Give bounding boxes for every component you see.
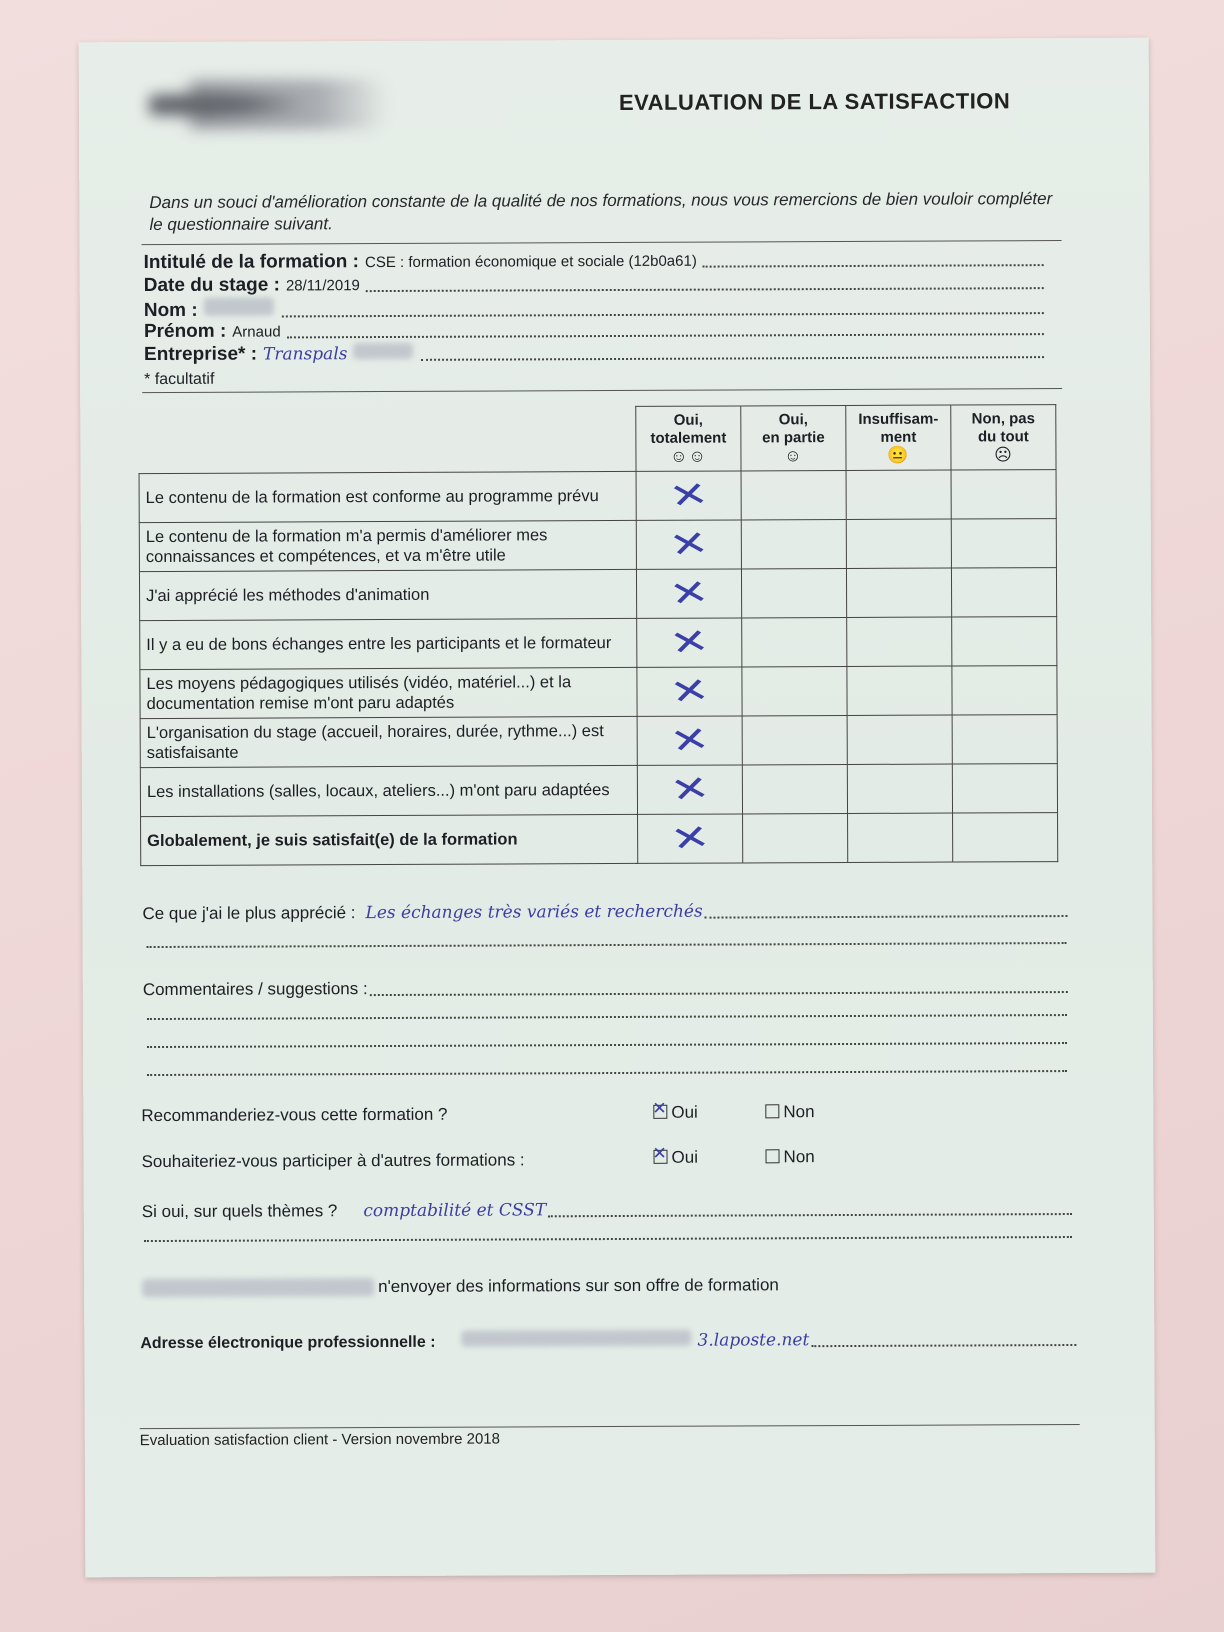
col-header-line2: ment (880, 428, 917, 446)
company-name-redacted (142, 1278, 374, 1297)
answer-cell[interactable] (741, 568, 846, 617)
recommend-yes-checkbox[interactable] (653, 1105, 667, 1119)
col-header-line1: Insuffisam- (858, 410, 939, 428)
table-row (139, 470, 1056, 523)
table-row (140, 715, 1057, 768)
consent-text: n'envoyer des informations sur son offre de formation (378, 1275, 779, 1297)
table-row (140, 666, 1057, 719)
col-header-line2: du tout (977, 428, 1029, 446)
answer-cell[interactable] (952, 617, 1057, 666)
answer-cell[interactable] (847, 715, 952, 764)
recommend-no-checkbox[interactable] (765, 1104, 779, 1118)
nom-label: Nom : (143, 299, 198, 322)
appreciated-label: Ce que j'ai le plus apprécié : (142, 903, 356, 924)
nom-redacted (204, 297, 274, 315)
question-text: Les installations (salles, locaux, ateliers...) m'ont paru adaptées (140, 765, 637, 816)
col-header-insuffisamment (846, 405, 951, 470)
themes-extra-line (144, 1236, 1072, 1242)
answer-cell[interactable] (743, 813, 848, 862)
appreciated-value: Les échanges très variés et recherchés (365, 901, 703, 924)
recommend-yes-label: Oui (671, 1102, 698, 1122)
entreprise-value: Transpals (262, 344, 348, 365)
evaluation-form-sheet (79, 38, 1156, 1578)
formation-value: CSE : formation économique et sociale (12b0a61) (364, 252, 697, 272)
table-header-spacer (139, 406, 636, 473)
answer-cell[interactable] (637, 765, 742, 814)
answer-cell[interactable] (951, 568, 1056, 617)
other-training-yes-label: Oui (671, 1147, 699, 1167)
answer-cell[interactable] (847, 764, 952, 813)
table-row (140, 764, 1057, 817)
email-dots (811, 1343, 1076, 1347)
answer-cell[interactable] (846, 568, 951, 617)
answer-cell[interactable] (637, 716, 742, 765)
question-text: J'ai apprécié les méthodes d'animation (139, 569, 636, 620)
answer-cell[interactable] (952, 666, 1057, 715)
themes-value: comptabilité et CSST (363, 1200, 547, 1222)
comments-line-2 (147, 1014, 1067, 1020)
col-header-line2: en partie (762, 429, 825, 447)
prenom-field[interactable] (144, 317, 1044, 343)
answer-cell[interactable] (846, 470, 951, 519)
appreciated-dots (705, 914, 1068, 919)
other-training-yes-option[interactable] (653, 1148, 698, 1168)
answer-cell[interactable] (847, 617, 952, 666)
optional-note: * facultatif (144, 370, 215, 389)
comments-label: Commentaires / suggestions : (142, 979, 368, 1000)
question-text: Le contenu de la formation m'a permis d'améliorer mes connaissances et compétences, et va m'être utile (139, 520, 636, 571)
formation-field[interactable] (144, 248, 1044, 274)
other-training-yes-checkbox[interactable] (653, 1150, 667, 1164)
recommend-question: Recommanderiez-vous cette formation ? (141, 1104, 448, 1126)
col-header-line1: Oui, (778, 411, 808, 429)
table-row (139, 568, 1056, 621)
prenom-label: Prénom : (143, 320, 227, 343)
consent-row (142, 1275, 779, 1298)
themes-dots (548, 1212, 1072, 1217)
company-logo-redacted (149, 79, 389, 130)
handwritten-cross-mark-icon: ✕ (666, 669, 713, 714)
comments-field[interactable] (143, 976, 1068, 1000)
answer-cell[interactable] (847, 666, 952, 715)
answer-cell[interactable] (742, 764, 847, 813)
date-dots (366, 286, 1044, 292)
date-label: Date du stage : (143, 274, 280, 297)
answer-cell[interactable] (742, 715, 847, 764)
very-happy-face-icon: ☺☺ (670, 446, 707, 466)
comments-dots (370, 990, 1068, 996)
answer-cell[interactable] (951, 470, 1056, 519)
question-text: L'organisation du stage (accueil, horaires, durée, rythme...) est satisfaisante (140, 716, 637, 767)
answer-cell[interactable] (636, 569, 741, 618)
col-header-line2: totalement (650, 429, 727, 447)
col-header-line1: Oui, (673, 411, 703, 429)
happy-face-icon: ☺ (784, 446, 803, 466)
handwritten-cross-mark-icon: ✕ (666, 718, 713, 763)
prenom-dots (287, 332, 1044, 338)
prenom-value: Arnaud (232, 323, 281, 341)
answer-cell[interactable] (638, 814, 743, 863)
answer-cell[interactable] (637, 618, 742, 667)
handwritten-cross-mark-icon: ✕ (666, 620, 713, 665)
footer-divider (140, 1424, 1080, 1429)
email-value: 3.laposte.net (697, 1330, 810, 1351)
top-divider (142, 240, 1062, 245)
answer-cell[interactable] (951, 519, 1056, 568)
answer-cell[interactable] (741, 470, 846, 519)
document-title: EVALUATION DE LA SATISFACTION (618, 88, 1011, 115)
satisfaction-table (138, 404, 1058, 866)
neutral-face-icon: 😐 (887, 445, 910, 465)
answer-cell[interactable] (952, 715, 1057, 764)
entreprise-label: Entreprise* : (143, 343, 258, 366)
comments-line-3 (147, 1042, 1067, 1048)
handwritten-cross-mark-icon: ✕ (667, 816, 714, 861)
table-row (141, 813, 1058, 866)
entreprise-redacted (353, 343, 413, 359)
col-header-non-pas-du-tout (951, 405, 1056, 470)
answer-cell[interactable] (952, 764, 1057, 813)
email-redacted (461, 1330, 691, 1347)
other-training-no-option[interactable] (765, 1147, 814, 1167)
answer-cell[interactable] (848, 813, 953, 862)
handwritten-cross-mark-icon: ✕ (665, 473, 712, 518)
handwritten-cross-mark-icon: ✕ (665, 522, 712, 567)
answer-cell[interactable] (637, 667, 742, 716)
nom-dots (282, 311, 1044, 317)
answer-cell[interactable] (741, 519, 846, 568)
sad-face-icon: ☹ (994, 445, 1013, 465)
other-training-question: Souhaiteriez-vous participer à d'autres formations : (141, 1150, 525, 1172)
col-header-oui-totalement (636, 406, 741, 471)
appreciated-extra-line (147, 942, 1067, 948)
answer-cell[interactable] (636, 471, 741, 520)
other-training-no-label: Non (783, 1147, 815, 1167)
date-value: 28/11/2019 (285, 277, 360, 295)
email-field[interactable] (140, 1328, 1076, 1353)
recommend-yes-option[interactable] (653, 1103, 698, 1123)
col-header-oui-en-partie (741, 405, 846, 470)
col-header-line1: Non, pas (971, 410, 1036, 428)
appreciated-field[interactable] (142, 900, 1067, 924)
formation-dots (703, 263, 1044, 267)
recommend-no-option[interactable] (765, 1102, 814, 1122)
entreprise-field[interactable] (144, 340, 1044, 366)
handwritten-cross-mark-icon: ✕ (667, 767, 713, 812)
email-label: Adresse électronique professionnelle : (140, 1333, 436, 1353)
question-text: Il y a eu de bons échanges entre les participants et le formateur (140, 618, 637, 669)
themes-field[interactable] (142, 1198, 1072, 1222)
date-field[interactable] (144, 271, 1044, 297)
intro-text: Dans un souci d'amélioration constante de la qualité de nos formations, nous vous remercions de bien vouloir compléter le questionnaire suivant. (149, 189, 1053, 235)
answer-cell[interactable] (742, 617, 847, 666)
answer-cell[interactable] (953, 813, 1058, 862)
answer-cell[interactable] (636, 520, 741, 569)
question-text: Globalement, je suis satisfait(e) de la formation (141, 814, 638, 865)
footer-text: Evaluation satisfaction client - Version novembre 2018 (139, 1430, 501, 1450)
table-row (140, 617, 1057, 670)
table-row (139, 519, 1056, 572)
comments-line-4 (147, 1070, 1067, 1076)
answer-cell[interactable] (846, 519, 951, 568)
recommend-no-label: Non (783, 1102, 815, 1122)
themes-label: Si oui, sur quels thèmes ? (141, 1201, 338, 1222)
answer-cell[interactable] (742, 666, 847, 715)
other-training-no-checkbox[interactable] (765, 1149, 779, 1163)
question-text: Le contenu de la formation est conforme au programme prévu (139, 471, 636, 522)
fields-divider (142, 388, 1062, 393)
handwritten-cross-mark-icon: ✕ (666, 571, 712, 616)
question-text: Les moyens pédagogiques utilisés (vidéo, matériel...) et la documentation remise m'ont paru adaptés (140, 667, 637, 718)
entreprise-dots (421, 355, 1044, 361)
formation-label: Intitulé de la formation : (143, 251, 360, 274)
table-header-row (139, 405, 1056, 474)
